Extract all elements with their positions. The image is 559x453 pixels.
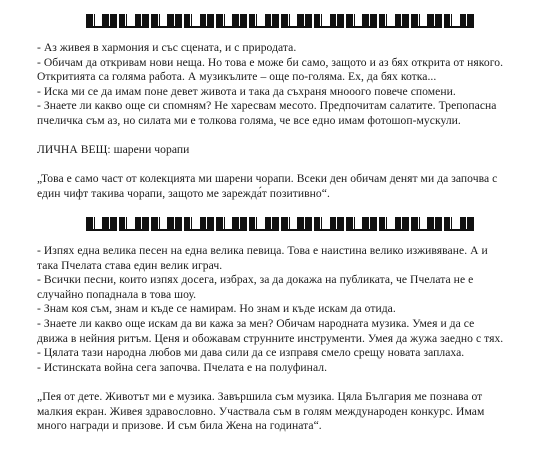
text-line: така Пчелата става един велик играч.	[37, 258, 223, 272]
item-title: ЛИЧНА ВЕЩ: шарени чорапи	[37, 143, 190, 157]
piano-keys-divider-middle	[86, 217, 474, 231]
text-line: случайно попаднала в това шоу.	[37, 287, 197, 301]
text-line: - Иска ми се да имам поне девет живота и така да съхраня мнооого повече спомени.	[37, 84, 456, 98]
text-line: - Знам коя съм, знам и къде се намирам. Но знам и къде искам да отида.	[37, 302, 396, 316]
quote-line: много награди и призове. И съм била Жена на годината“.	[37, 419, 322, 433]
text-line: Откритията са голяма работа. А музикълите – още по-голяма. Ех, да бях котка...	[37, 70, 437, 84]
text-line: - Обичам да откривам нови неща. Но това е може би само, защото и аз бях открита от някого.	[37, 55, 504, 69]
text-block-lower	[37, 244, 547, 434]
piano-keys-divider-top	[86, 14, 474, 28]
quote-line: малкия екран. Живея здравословно. Участвала съм в голям международен конкурс. Имам	[37, 404, 485, 418]
text-line: - Знаете ли какво още си спомням? Не харесвам месото. Предпочитам салатите. Трепопасна	[37, 99, 497, 113]
text-block-upper	[37, 41, 547, 202]
text-line: движа в нейния ритъм. Ценя и обожавам струнните инструменти. Умея да жужа заедно с тях.	[37, 331, 504, 345]
text-line: - Всички песни, които изпях досега, избрах, за да докажа на публиката, че Пчелата не е	[37, 273, 474, 287]
text-line: - Цялата тази народна любов ми дава сили да се изправя смело срещу новата заплаха.	[37, 346, 465, 360]
quote-line: един чифт такива чорапи, защото ме зарежда́т позитивно“.	[37, 186, 330, 200]
text-line: - Знаете ли какво още искам да ви кажа за мен? Обичам народната музика. Умея и да се	[37, 316, 475, 330]
quote-line: „Пея от дете. Животът ми е музика. Завършила съм музика. Цяла България ме познава от	[37, 389, 483, 403]
text-line: пчеличка съм аз, но силата ми е толкова голяма, че все едно имам фотошоп-мускули.	[37, 113, 461, 127]
text-line: - Изпях една велика песен на една велика певица. Това е наистина велико изживяване. А и	[37, 244, 488, 257]
quote-line: „Това е само част от колекцията ми шарени чорапи. Всеки ден обичам денят ми да започва с	[37, 172, 498, 186]
text-line: - Истинската война сега започва. Пчелата е на полуфинал.	[37, 360, 328, 374]
text-line: - Аз живея в хармония и със сцената, и с природата.	[37, 41, 297, 54]
